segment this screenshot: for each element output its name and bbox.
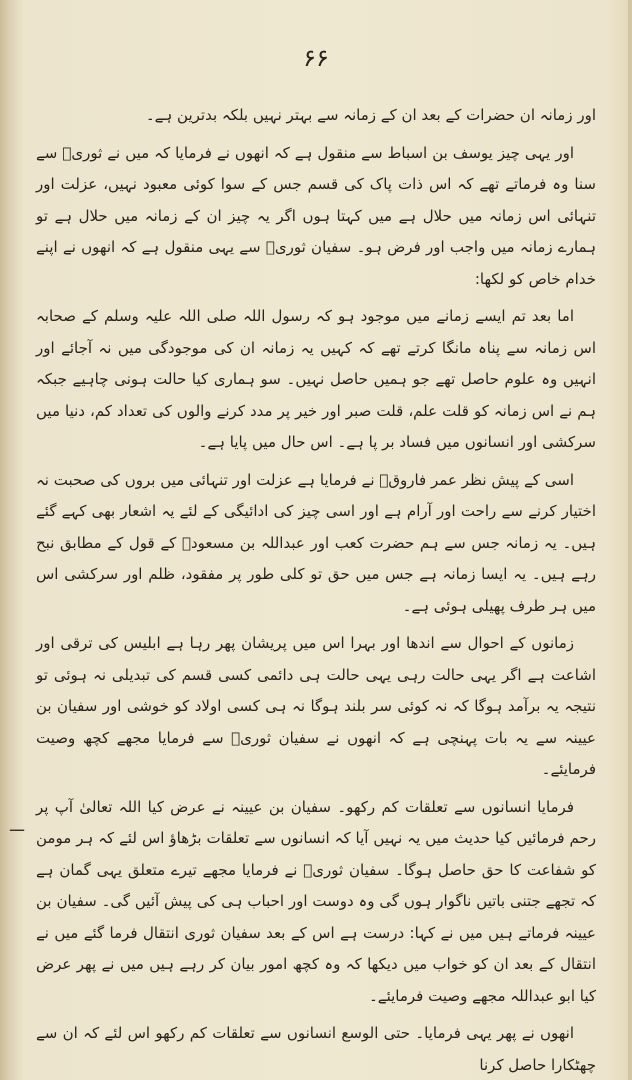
paragraph-6: فرمایا انسانوں سے تعلقات کم رکھو۔ سفیان بن عیینہ نے عرض کیا اللہ تعالیٰ آپ پر رحم فرمائیں کیا حدیث میں یہ نہیں آیا کہ انسانوں سے تعلقات بڑھاؤ اس لئے کہ ہر مومن کو شفاعت کا حق حاصل ہوگا۔ سفیان ثوریؒ نے فرمایا مجھے تیرے متعلق یہی گمان ہے کہ تجھے جتنی باتیں ناگوار ہوں گی وہ دوست اور احباب ہی کی پیش آئیں گی۔ سفیان بن عیینہ فرماتے ہیں میں نے کہا: درست ہے اس کے بعد سفیان ثوری انتقال فرما گئے میں نے انتقال کے بعد ان کو خواب میں دیکھا کہ وہ کچھ امور بیان کر رہے ہیں میں نے پھر عرض کیا ابو عبداللہ مجھے وصیت فرمایئے۔ xyxy=(36,797,596,1005)
paragraph-3: اما بعد تم ایسے زمانے میں موجود ہو کہ رسول اللہ صلی اللہ علیہ وسلم کے صحابہ اس زمانہ سے پناہ مانگا کرتے تھے کہ کہیں یہ زمانہ ان کی موجودگی میں نہ آجائے اور انہیں وہ علوم حاصل تھے جو ہمیں حاصل نہیں۔ سو ہماری کیا حالت ہونی چاہیے جبکہ ہم نے اس زمانہ کو قلت علم، قلت صبر اور خیر پر مدد کرنے والوں کی تعداد کم، دنیا میں سرکشی اور انسانوں میں فساد بر پا ہے۔ اس حال میں پایا ہے۔ xyxy=(36,307,596,451)
paragraph-2: اور یہی چیز یوسف بن اسباط سے منقول ہے کہ انھوں نے فرمایا کہ میں نے ثوریؒ سے سنا وہ فرماتے تھے کہ اس ذات پاک کی قسم جس کے سوا کوئی معبود نہیں، عزلت اور تنہائی اس زمانہ میں حلال ہے میں کہتا ہوں اگر یہ چیز ان کے زمانہ میں حلال ہے تو ہمارے زمانہ میں واجب اور فرض ہو۔ سفیان ثوریؒ سے یہی منقول ہے کہ انھوں نے اپنے خدام خاص کو لکھا: xyxy=(36,143,596,288)
paragraph-1: اور زمانہ ان حضرات کے بعد ان کے زمانہ سے بہتر نہیں بلکہ بدترین ہے۔ xyxy=(145,106,596,124)
urdu-text-block xyxy=(36,100,596,1080)
margin-mark: ـــ xyxy=(10,816,25,835)
page-number: ۶۶ xyxy=(303,44,329,72)
paragraph-5: زمانوں کے احوال سے اندھا اور بہرا اس میں پریشان پھر رہا ہے ابلیس کی ترقی اور اشاعت ہے اگر یہی حالت رہی یہی حالت ہی دائمی کسی قسم کی تبدیلی نہ ہوئی تو نتیجہ یہ برآمد ہوگا کہ نہ کوئی سر بلند ہوگا نہ ہی کسی اولاد کو خوشی اور سفیان بن عیینہ سے یہ بات پہنچی ہے کہ انھوں نے سفیان ثوریؒ سے فرمایا مجھے کچھ وصیت فرمایئے۔ xyxy=(36,634,596,778)
paragraph-7: انھوں نے پھر یہی فرمایا۔ حتی الوسع انسانوں سے تعلقات کم رکھو اس لئے کہ ان سے چھٹکارا حاصل کرنا xyxy=(36,1024,596,1074)
paragraph-4: اسی کے پیش نظر عمر فاروقؓ نے فرمایا ہے عزلت اور تنہائی میں بروں کی صحبت نہ اختیار کرنے سے راحت اور آرام ہے اور اسی چیز کی ادائیگی کے لئے یہ اشعار بھی کہے گئے ہیں۔ یہ زمانہ جس سے ہم حضرت کعب اور عبداللہ بن مسعودؓ کے قول کے مطابق نبح رہے ہیں۔ یہ ایسا زمانہ ہے جس میں حق تو کلی طور پر مفقود، ظلم اور سرکشی اس میں ہر طرف پھیلی ہوئی ہے۔ xyxy=(36,470,596,615)
